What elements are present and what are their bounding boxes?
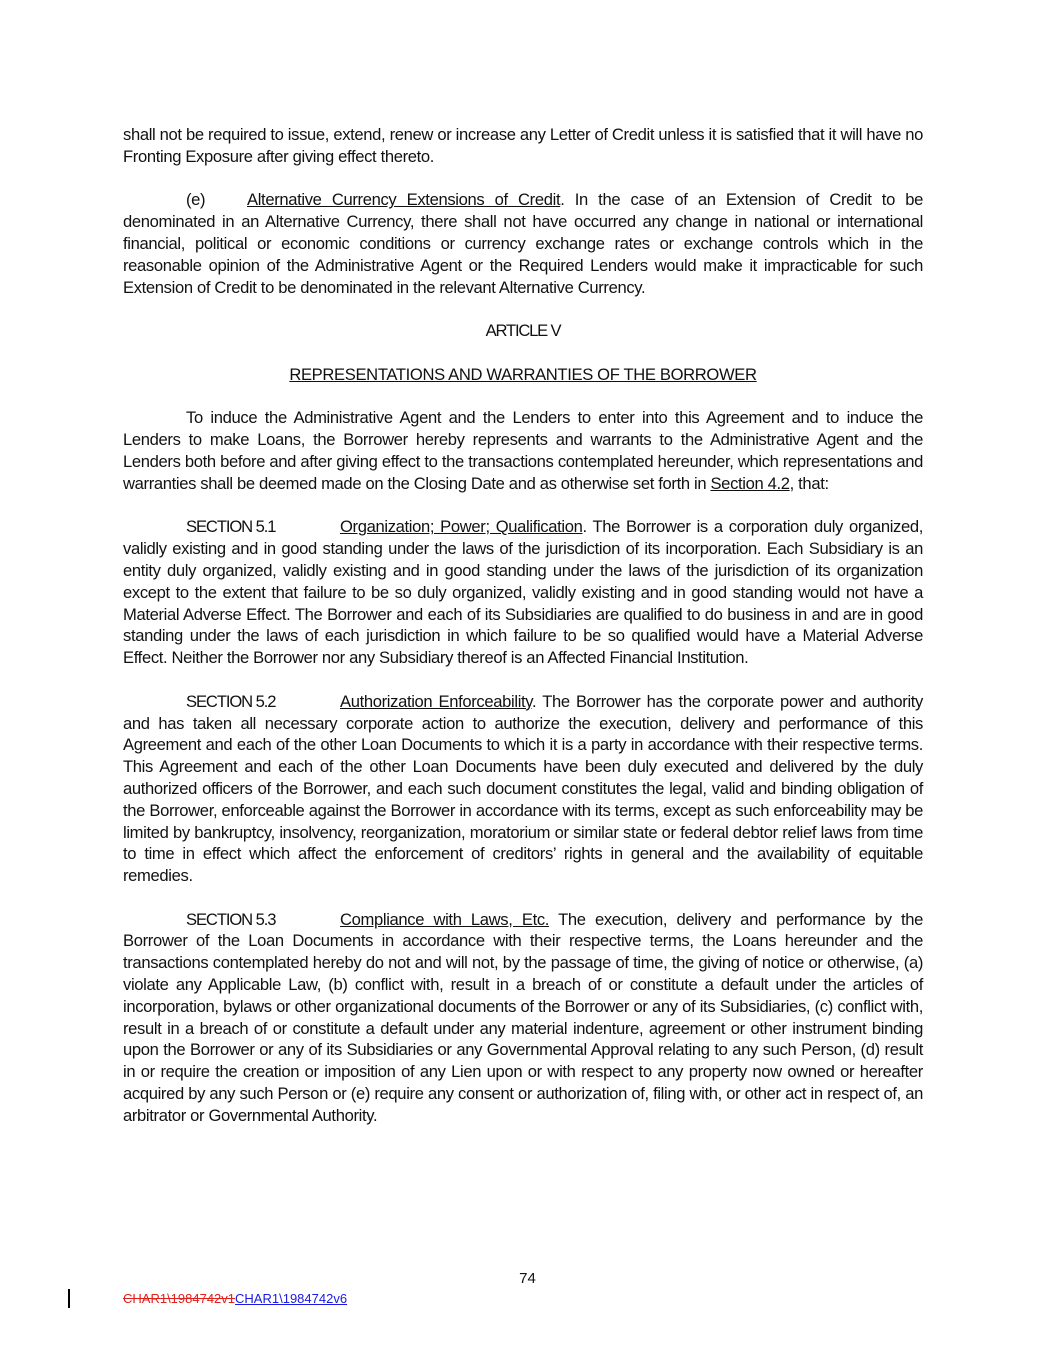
article-title-text: REPRESENTATIONS AND WARRANTIES OF THE BORROWER	[289, 364, 757, 384]
section-5-2-text: . The Borrower has the corporate power and authority and has taken all necessary corporate action to authorize the execution, delivery and performance of this Agreement and each of the other Loan Documents to which it is a party in accordance with their respective terms. This Agreement and each of the other Loan Documents have been duly executed and delivered by the duly authorized officers of the Borrower, and each such document constitutes the legal, valid and binding obligation of the Borrower, enforceable against the Borrower in accordance with its terms, except as such enforceability may be limited by bankruptcy, insolvency, reorganization, moratorium or similar state or federal debtor relief laws from time to time in effect which affect the enforcement of creditors’ rights in general and the availability of equitable remedies.	[123, 691, 924, 886]
section-5-3-number: SECTION 5.3	[186, 909, 276, 929]
section-5-1-paragraph	[123, 516, 923, 669]
article-label: ARTICLE V	[485, 321, 561, 341]
section-5-2-title: Authorization Enforceability	[340, 691, 533, 711]
intro-text: To induce the Administrative Agent and the Lenders to enter into this Agreement and to induce the Lenders to make Loans, the Borrower hereby represents and warrants to the Administrative Agent and the Lenders both before and after giving effect to the transactions contemplated hereunder, which representations and warranties shall be deemed made on the Closing Date and as otherwise set forth in	[123, 408, 923, 493]
document-id-footer	[123, 1291, 347, 1306]
continuation-paragraph: shall not be required to issue, extend, renew or increase any Letter of Credit unless it is satisfied that it will have no Fronting Exposure after giving effect thereto.	[123, 125, 923, 166]
section-5-1-title: Organization; Power; Qualification	[340, 517, 583, 537]
section-5-2-number: SECTION 5.2	[186, 691, 276, 711]
section-5-3-paragraph	[123, 909, 923, 1127]
clause-e-number: (e)	[186, 190, 206, 210]
article-title	[123, 364, 923, 386]
clause-e-title: Alternative Currency Extensions of Credit	[247, 190, 561, 210]
section-5-2-paragraph	[123, 691, 923, 887]
document-page	[123, 124, 923, 1148]
intro-paragraph	[123, 407, 923, 494]
inserted-document-id: CHAR1\1984742v6	[235, 1291, 348, 1306]
section-4-2-link[interactable]: Section 4.2	[710, 473, 790, 493]
page-number: 74	[519, 1270, 536, 1287]
intro-tail: , that:	[789, 473, 829, 493]
deleted-document-id: CHAR1\1984742v1	[123, 1291, 236, 1306]
section-5-1-text: . The Borrower is a corporation duly organized, validly existing and in good standing under the laws of the jurisdiction of its incorporation. Each Subsidiary is an entity duly organized, validly existing and in good standing under the laws of the jurisdiction of its organization except to the extent that failure to be so duly organized, validly existing and in good standing would not have a Material Adverse Effect. The Borrower and each of its Subsidiaries are qualified to do business in and are in good standing under the laws of each jurisdiction in which failure to be so qualified would have a Material Adverse Effect. Neither the Borrower nor any Subsidiary thereof is an Affected Financial Institution.	[123, 517, 924, 668]
section-5-3-text: The execution, delivery and performance by the Borrower of the Loan Documents in accordance with their respective terms, the Loans hereunder and the transactions contemplated hereby do not and will not, by the passage of time, the giving of notice or otherwise, (a) violate any Applicable Law, (b) conflict with, result in a breach of or constitute a default under the articles of incorporation, bylaws or other organizational documents of the Borrower or any of its Subsidiaries, (c) conflict with, result in a breach of or constitute a default under any material indenture, agreement or other instrument binding upon the Borrower or any of its Subsidiaries or any Governmental Approval relating to any such Person, (d) result in or require the creation or imposition of any Lien upon or with respect to any property now owned or hereafter acquired by any such Person or (e) require any consent or authorization of, filing with, or other act in respect of, an arbitrator or Governmental Authority.	[123, 909, 923, 1125]
clause-e-text: . In the case of an Extension of Credit to be denominated in an Alternative Currency, there shall not have occurred any change in national or international financial, political or economic conditions or currency exchange rates or exchange controls which in the reasonable opinion of the Administrative Agent or the Required Lenders would make it impracticable for such Extension of Credit to be denominated in the relevant Alternative Currency.	[123, 190, 923, 297]
clause-e-paragraph	[123, 189, 923, 298]
section-5-3-title: Compliance with Laws, Etc.	[340, 909, 550, 929]
section-5-1-number: SECTION 5.1	[186, 517, 276, 537]
change-bar	[68, 1289, 70, 1308]
